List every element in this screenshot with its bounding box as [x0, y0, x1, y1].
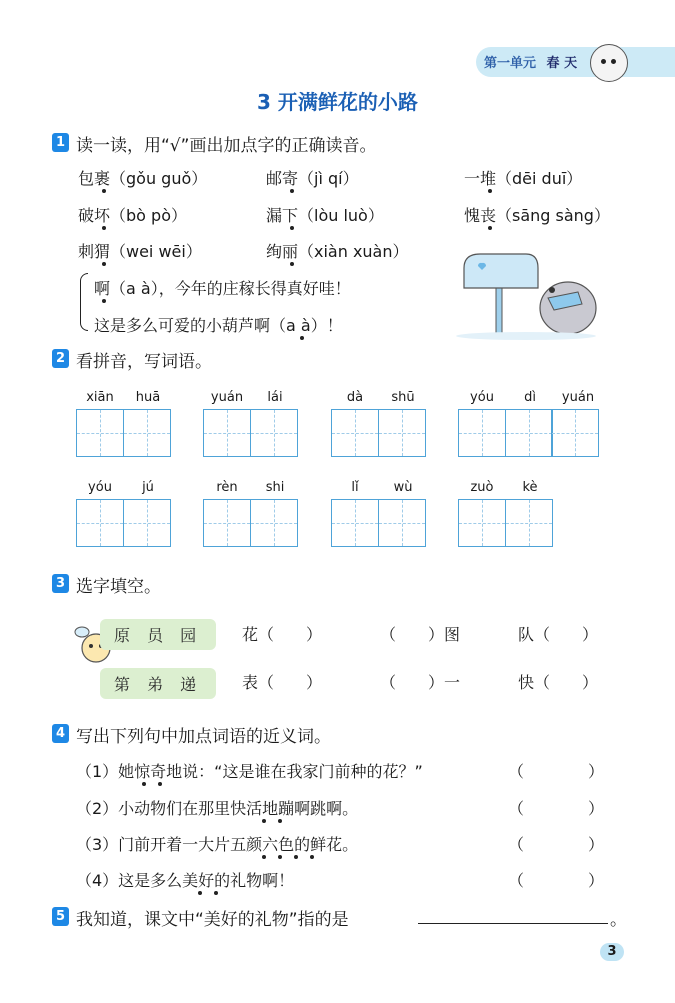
- q4-item: （1）她惊奇地说：“这是谁在我家门前种的花？”: [76, 762, 423, 781]
- fill-blank[interactable]: 快（ ）: [518, 673, 599, 692]
- char-group-1: 原 员 园: [100, 619, 216, 650]
- emphasis-dot: [300, 336, 304, 340]
- q3-heading: 选字填空。: [76, 577, 161, 597]
- writing-cell[interactable]: [458, 499, 506, 547]
- q1-sentence: 这是多么可爱的小葫芦啊（a à）！: [94, 316, 343, 335]
- unit-topic: 春 天: [546, 56, 578, 71]
- emphasis-dot: [294, 855, 298, 859]
- writing-cell[interactable]: [378, 499, 426, 547]
- pinyin: rèn: [216, 480, 238, 495]
- emphasis-dot: [262, 819, 266, 823]
- q1-heading: 读一读，用“√”画出加点字的正确读音。: [76, 136, 377, 156]
- fill-blank[interactable]: 表（ ）: [242, 673, 323, 692]
- fill-blank[interactable]: 花（ ）: [242, 625, 323, 644]
- emphasis-dot: [102, 299, 106, 303]
- emphasis-dot: [214, 891, 218, 895]
- q1-item: 愧丧（sāng sàng）: [464, 206, 610, 225]
- pinyin: yóu: [88, 480, 112, 495]
- pinyin: lái: [267, 390, 283, 405]
- mailbox-hedgehog-illustration: [456, 250, 606, 340]
- unit-name: 第一单元: [484, 56, 537, 71]
- writing-cell[interactable]: [551, 409, 599, 457]
- emphasis-dot: [102, 262, 106, 266]
- answer-blank[interactable]: （ ）: [508, 762, 605, 781]
- answer-blank[interactable]: （ ）: [508, 835, 605, 854]
- q4-item: （2）小动物们在那里快活地蹦啊跳啊。: [76, 799, 359, 818]
- q5-text: 我知道，课文中“美好的礼物”指的是: [76, 910, 349, 930]
- emphasis-dot: [278, 819, 282, 823]
- writing-grid: [458, 499, 553, 547]
- emphasis-dot: [102, 189, 106, 193]
- pinyin: yuán: [210, 390, 244, 405]
- q4-heading: 写出下列句中加点词语的近义词。: [76, 727, 331, 747]
- q1-item: 绚丽（xiàn xuàn）: [266, 242, 409, 261]
- emphasis-dot: [278, 855, 282, 859]
- pinyin: shū: [391, 390, 415, 405]
- q1-item: 一堆（dēi duī）: [464, 169, 583, 188]
- q1-item: 漏下（lòu luò）: [266, 206, 384, 225]
- emphasis-dot: [290, 262, 294, 266]
- q1-item: 刺猬（wei wēi）: [78, 242, 202, 261]
- writing-cell[interactable]: [76, 409, 124, 457]
- q1-item: 包裹（gǒu guǒ）: [78, 169, 208, 188]
- unit-label: [484, 52, 577, 71]
- q4-badge: 4: [52, 724, 69, 743]
- q1-sentence: 啊（a à），今年的庄稼长得真好哇！: [94, 279, 351, 298]
- fill-blank[interactable]: 队（ ）: [518, 625, 599, 644]
- writing-grid: [76, 499, 171, 547]
- writing-grid: [203, 499, 298, 547]
- writing-cell[interactable]: [123, 499, 171, 547]
- writing-cell[interactable]: [331, 499, 379, 547]
- emphasis-dot: [488, 189, 492, 193]
- fill-blank[interactable]: （ ）一: [380, 673, 461, 692]
- q1-item: 邮寄（jì qí）: [266, 169, 359, 188]
- q5-badge: 5: [52, 907, 69, 926]
- emphasis-dot: [488, 226, 492, 230]
- pinyin: wù: [393, 480, 413, 495]
- q5-end: 。: [610, 910, 627, 930]
- writing-cell[interactable]: [250, 409, 298, 457]
- q3-badge: 3: [52, 574, 69, 593]
- pinyin: huā: [135, 390, 161, 405]
- answer-blank[interactable]: （ ）: [508, 799, 605, 818]
- q1-badge: 1: [52, 133, 69, 152]
- writing-grid: [203, 409, 298, 457]
- q4-item: （3）门前开着一大片五颜六色的鲜花。: [76, 835, 359, 854]
- q1-item: 破坏（bò pò）: [78, 206, 187, 225]
- q4-item: （4）这是多么美好的礼物啊！: [76, 871, 295, 890]
- answer-line[interactable]: [418, 905, 608, 924]
- writing-cell[interactable]: [250, 499, 298, 547]
- emphasis-dot: [102, 226, 106, 230]
- pinyin: jú: [142, 480, 154, 495]
- answer-blank[interactable]: （ ）: [508, 871, 605, 890]
- mascot-icon: [590, 44, 628, 82]
- writing-cell[interactable]: [378, 409, 426, 457]
- q2-heading: 看拼音，写词语。: [76, 352, 212, 372]
- lesson-title: 3 开满鲜花的小路: [257, 90, 418, 114]
- pinyin: lǐ: [351, 480, 359, 495]
- pinyin: zuò: [470, 480, 494, 495]
- emphasis-dot: [158, 782, 162, 786]
- writing-cell[interactable]: [76, 499, 124, 547]
- emphasis-dot: [198, 891, 202, 895]
- pinyin: kè: [522, 480, 538, 495]
- emphasis-dot: [310, 855, 314, 859]
- writing-cell[interactable]: [123, 409, 171, 457]
- pinyin: dà: [346, 390, 364, 405]
- brace: [80, 273, 88, 331]
- writing-cell[interactable]: [505, 409, 553, 457]
- pinyin: dì: [524, 390, 536, 405]
- pinyin: yuán: [561, 390, 595, 405]
- writing-cell[interactable]: [203, 409, 251, 457]
- writing-cell[interactable]: [458, 409, 506, 457]
- char-group-2: 第 弟 递: [100, 668, 216, 699]
- writing-cell[interactable]: [505, 499, 553, 547]
- pinyin: shi: [265, 480, 285, 495]
- emphasis-dot: [262, 855, 266, 859]
- writing-cell[interactable]: [331, 409, 379, 457]
- writing-grid: [76, 409, 171, 457]
- emphasis-dot: [142, 782, 146, 786]
- emphasis-dot: [290, 189, 294, 193]
- writing-grid: [458, 409, 599, 457]
- pinyin: yóu: [470, 390, 494, 405]
- q2-badge: 2: [52, 349, 69, 368]
- writing-cell[interactable]: [203, 499, 251, 547]
- writing-grid: [331, 499, 426, 547]
- emphasis-dot: [290, 226, 294, 230]
- fill-blank[interactable]: （ ）图: [380, 625, 461, 644]
- pinyin: xiān: [86, 390, 114, 405]
- page-number: 3: [600, 943, 624, 961]
- writing-grid: [331, 409, 426, 457]
